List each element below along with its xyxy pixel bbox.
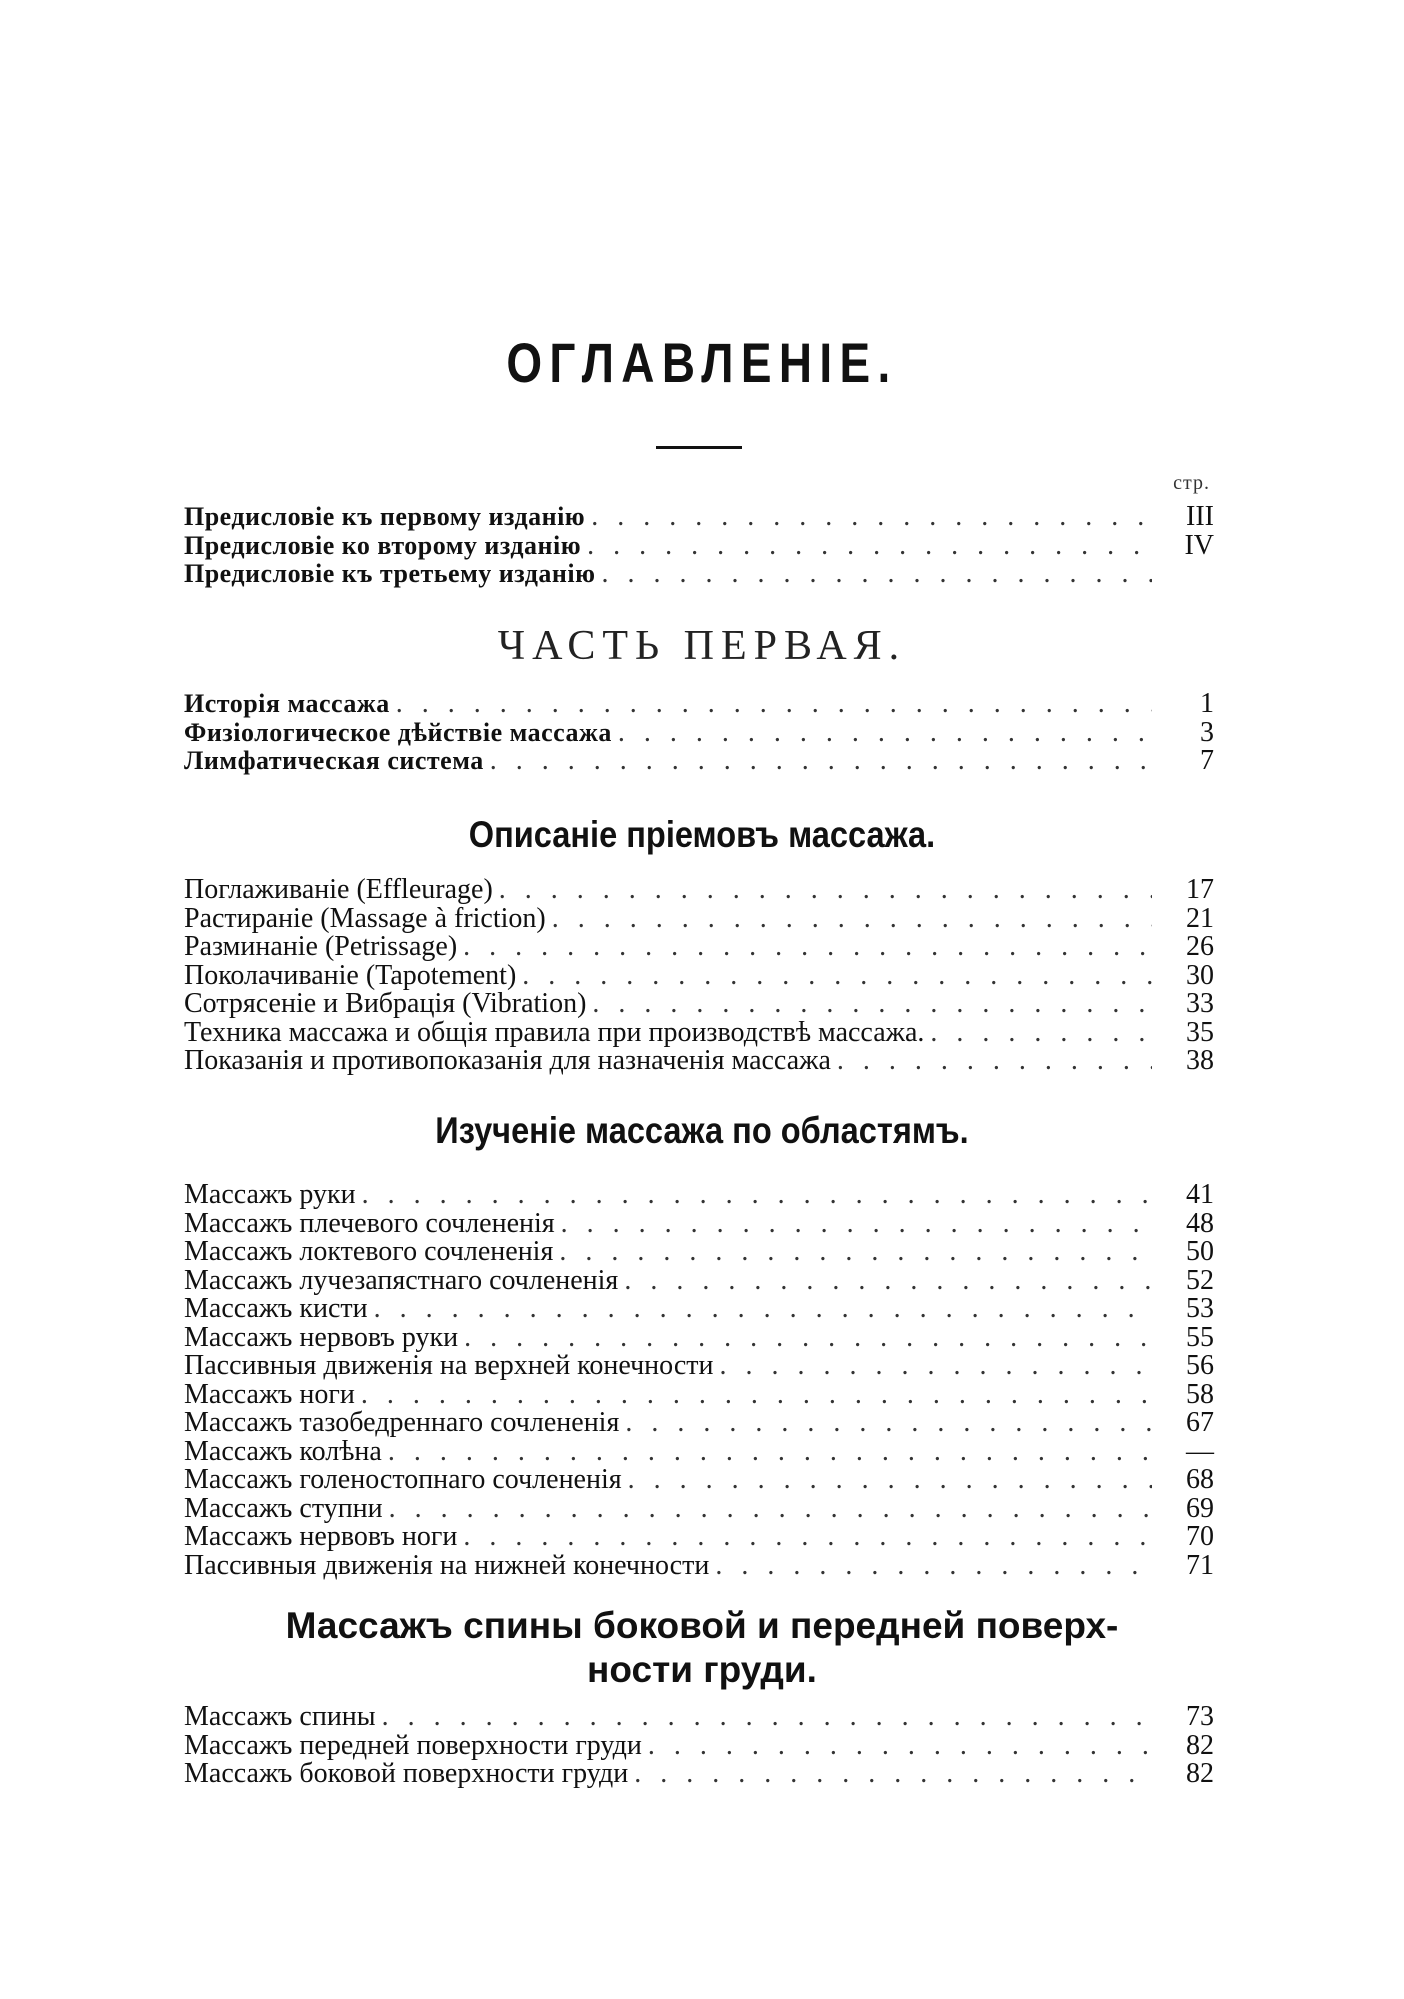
toc-entry-label: Предисловіе къ третьему изданію [184,559,596,588]
toc-entry[interactable] [184,1523,1214,1552]
toc-entry-label: Массажъ лучезапястнаго сочлененія [184,1264,619,1296]
toc-entry-label: Физіологическое дѣйствіе массажа [184,717,612,747]
toc-entry[interactable] [184,1435,1214,1467]
toc-entry-label: Массажъ боковой поверхности груди [184,1758,629,1789]
leader-dots [591,503,1152,532]
toc-entry[interactable] [184,1409,1214,1438]
toc-entry-label: Массажъ руки [184,1179,356,1210]
toc-entry[interactable] [184,1264,1214,1296]
toc-section-techniques [184,876,1214,1076]
leader-dots [648,1732,1152,1761]
toc-entry[interactable] [184,716,1214,748]
section-heading: Изученіе массажа по областямъ. [435,1110,969,1151]
toc-entry-label: Разминаніе (Petrissage) [184,931,458,962]
toc-entry-label: Массажъ кисти [184,1293,368,1324]
toc-entry-page: III [1186,501,1214,532]
toc-entry[interactable] [184,747,1214,776]
leader-dots [463,933,1152,962]
toc-entry-page: 26 [1186,931,1214,962]
toc-entry-label: Лимфатическая система [184,746,484,775]
toc-entry-label: Предисловіе къ первому изданію [184,502,586,531]
section-heading [0,1604,1404,1692]
toc-entry-page: 55 [1186,1321,1214,1353]
toc-entry-page: 67 [1186,1407,1214,1438]
leader-dots [490,747,1152,776]
toc-entry[interactable] [184,1207,1214,1239]
leader-dots [522,962,1152,991]
toc-entry-label: Массажъ локтевого сочлененія [184,1236,554,1267]
toc-entry-label: Техника массажа и общія правила при производствѣ массажа. [184,1016,925,1048]
toc-entry-page: 70 [1186,1521,1214,1552]
toc-section-regions [184,1181,1214,1580]
toc-entry-page: 69 [1186,1492,1214,1524]
leader-dots [634,1760,1152,1789]
title-divider [656,446,742,449]
toc-section-prefaces [184,503,1214,589]
toc-entry-label: Поколачиваніе (Tapotement) [184,959,517,991]
toc-entry-page: 7 [1200,745,1214,776]
toc-entry-page: 1 [1200,688,1214,719]
toc-entry[interactable] [184,529,1214,561]
leader-dots [715,1552,1152,1581]
toc-entry-page: 52 [1186,1264,1214,1296]
toc-entry[interactable] [184,959,1214,991]
toc-entry[interactable] [184,503,1214,532]
toc-entry-label: Массажъ ступни [184,1492,383,1524]
leader-dots [837,1047,1152,1076]
toc-entry-label: Предисловіе ко второму изданію [184,530,582,560]
toc-entry-label: Исторія массажа [184,689,390,718]
toc-entry-page: 38 [1186,1045,1214,1076]
toc-entry-page: 21 [1186,902,1214,934]
leader-dots [601,560,1152,589]
toc-entry[interactable] [184,1352,1214,1381]
toc-entry[interactable] [184,1016,1214,1048]
toc-entry[interactable] [184,1047,1214,1076]
leader-dots [361,1381,1152,1410]
section-heading-line: Массажъ спины боковой и передней поверх- [285,1605,1119,1646]
leader-dots [382,1703,1152,1732]
toc-entry-page: 53 [1186,1293,1214,1324]
leader-dots [389,1495,1152,1524]
toc-entry-page: 35 [1186,1016,1214,1048]
section-heading-line: ности груди. [587,1649,817,1690]
toc-entry[interactable] [184,933,1214,962]
toc-entry-label: Массажъ колѣна [184,1435,382,1467]
leader-dots [388,1438,1152,1467]
toc-entry-page: 48 [1186,1207,1214,1239]
toc-entry-page: — [1186,1435,1214,1467]
leader-dots [592,990,1152,1019]
toc-entry[interactable] [184,1466,1214,1495]
toc-entry-label: Растираніе (Massage à friction) [184,902,546,934]
leader-dots [561,1210,1152,1239]
toc-entry-label: Массажъ ноги [184,1378,355,1410]
part-heading: ЧАСТЬ ПЕРВАЯ. [497,623,907,669]
leader-dots [559,1238,1152,1267]
leader-dots [463,1523,1152,1552]
page-column-label: стр. [1173,472,1210,494]
leader-dots [930,1019,1152,1048]
toc-entry-label: Массажъ тазобедреннаго сочлененія [184,1407,620,1438]
toc-entry-page: 82 [1186,1729,1214,1761]
toc-entry[interactable] [184,1549,1214,1581]
toc-entry-label: Массажъ спины [184,1701,376,1732]
toc-entry-page: 3 [1200,716,1214,748]
toc-entry-page: 17 [1186,874,1214,905]
toc-entry[interactable] [184,902,1214,934]
toc-entry-page: 41 [1186,1179,1214,1210]
toc-entry-label: Массажъ нервовъ руки [184,1321,459,1353]
toc-entry[interactable] [184,990,1214,1019]
toc-entry-page: 58 [1186,1378,1214,1410]
toc-entry[interactable] [184,560,1214,589]
toc-entry-label: Массажъ голеностопнаго сочлененія [184,1464,622,1495]
leader-dots [618,719,1152,748]
leader-dots [499,876,1152,905]
page-title: ОГЛАВЛЕНІЕ. [506,331,898,394]
toc-entry[interactable] [184,1378,1214,1410]
toc-entry[interactable] [184,1295,1214,1324]
toc-entry[interactable] [184,1238,1214,1267]
leader-dots [374,1295,1152,1324]
toc-entry-page: 71 [1186,1549,1214,1581]
toc-entry-page: 68 [1186,1464,1214,1495]
leader-dots [552,905,1152,934]
toc-section-chest [184,1703,1214,1789]
toc-entry[interactable] [184,1181,1214,1210]
toc-entry-page: 50 [1186,1236,1214,1267]
leader-dots [628,1466,1152,1495]
toc-entry[interactable] [184,1729,1214,1761]
toc-section-part-one [184,690,1214,776]
toc-entry-label: Массажъ передней поверхности груди [184,1729,642,1761]
toc-entry-label: Пассивныя движенія на верхней конечности [184,1350,714,1381]
toc-entry[interactable] [184,876,1214,905]
toc-entry[interactable] [184,1760,1214,1789]
toc-entry-label: Показанія и противопоказанія для назначенія массажа [184,1045,831,1076]
toc-entry-page: IV [1184,529,1214,561]
leader-dots [625,1409,1152,1438]
toc-entry-label: Массажъ нервовъ ноги [184,1521,458,1552]
toc-entry-label: Поглаживаніе (Effleurage) [184,874,493,905]
toc-entry-label: Массажъ плечевого сочлененія [184,1207,555,1239]
leader-dots [587,532,1152,561]
toc-entry-page: 73 [1186,1701,1214,1732]
leader-dots [719,1352,1152,1381]
leader-dots [362,1181,1152,1210]
toc-entry-label: Сотрясеніе и Вибрація (Vibration) [184,988,587,1019]
toc-entry-page: 30 [1186,959,1214,991]
toc-entry[interactable] [184,690,1214,719]
toc-entry-page: 82 [1186,1758,1214,1789]
toc-entry[interactable] [184,1492,1214,1524]
toc-entry-label: Пассивныя движенія на нижней конечности [184,1549,710,1581]
section-heading: Описаніе пріемовъ массажа. [468,814,936,855]
toc-entry-page: 56 [1186,1350,1214,1381]
leader-dots [464,1324,1152,1353]
toc-entry-page: 33 [1186,988,1214,1019]
leader-dots [396,690,1152,719]
toc-entry[interactable] [184,1321,1214,1353]
leader-dots [624,1267,1152,1296]
toc-entry[interactable] [184,1703,1214,1732]
